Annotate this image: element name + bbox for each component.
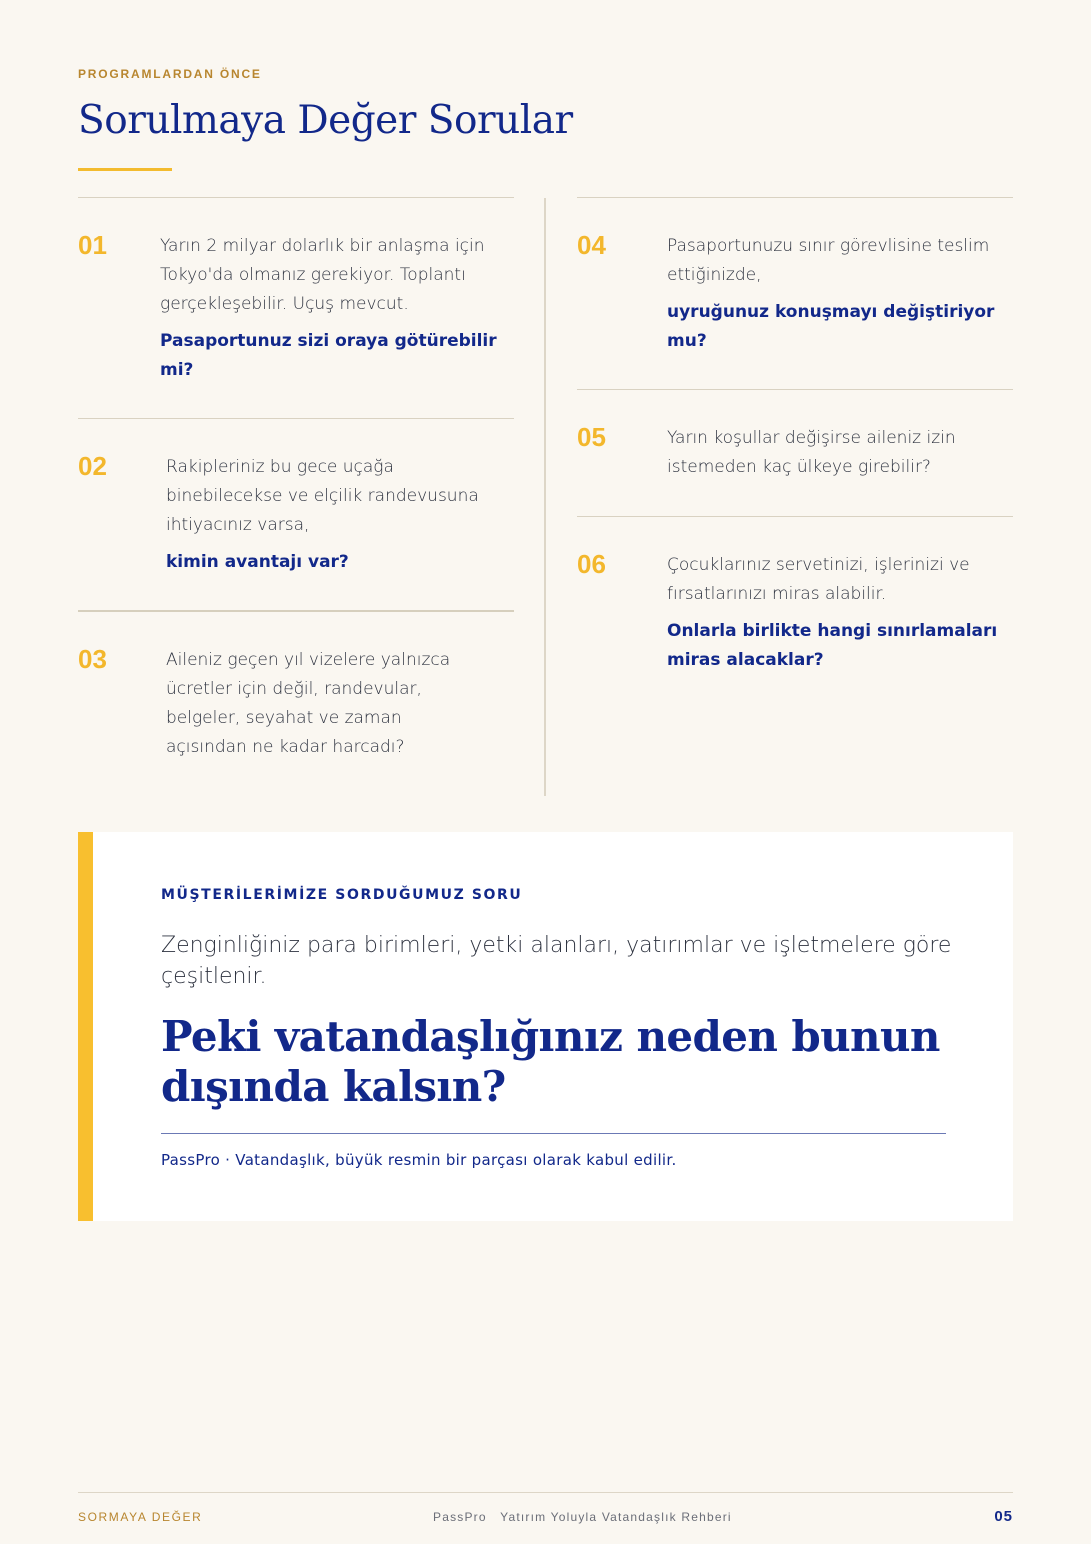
footer-section-label: SORMAYA DEĞER [78,1510,203,1524]
question-item-01 [78,197,514,419]
question-text: Aileniz geçen yıl vizelere yalnızca ücretler için değil, randevular, belgeler, seyahat ve zaman açısından ne kadar harcadı? [166,650,451,757]
question-body [667,551,1007,675]
question-body [166,646,456,762]
column-divider [544,198,546,796]
question-body [667,424,1007,482]
callout-footnote: PassPro · Vatandaşlık, büyük resmin bir parçası olarak kabul edilir. [161,1151,677,1169]
question-body [667,232,1007,356]
question-number: 06 [577,549,606,579]
question-ask: kimin avantajı var? [166,552,349,572]
question-ask: uyruğunuz konuşmayı değiştiriyor mu? [667,302,995,351]
question-body [160,232,520,385]
question-number: 05 [577,422,606,452]
question-number: 02 [78,451,107,481]
callout-eyebrow: MÜŞTERİLERİMİZE SORDUĞUMUZ SORU [161,887,523,903]
callout-accent-bar [78,832,93,1221]
question-body [166,453,514,577]
question-text: Çocuklarınız servetinizi, işlerinizi ve fırsatlarınızı miras alabilir. [667,555,970,604]
question-number: 03 [78,644,107,674]
question-item-02 [78,418,514,611]
page-title: Sorulmaya Değer Sorular [78,98,573,143]
callout-divider [161,1133,946,1134]
section-eyebrow: PROGRAMLARDAN ÖNCE [78,67,262,81]
question-ask: Onlarla birlikte hangi sınırlamaları miras alacaklar? [667,621,998,670]
question-item-04 [577,197,1013,390]
footer-guide-title: PassPro Yatırım Yoluyla Vatandaşlık Rehberi [433,1510,732,1524]
callout-card [78,832,1013,1221]
page-number: 05 [994,1508,1013,1525]
question-text: Yarın koşullar değişirse aileniz izin istemeden kaç ülkeye girebilir? [667,428,956,477]
question-text: Pasaportunuzu sınır görevlisine teslim ettiğinizde, [667,236,990,285]
question-item-06 [577,516,1013,697]
question-item-05 [577,389,1013,517]
title-underline [78,168,172,171]
question-number: 01 [78,230,107,260]
callout-lead: Zenginliğiniz para birimleri, yetki alanları, yatırımlar ve işletmelere göre çeşitlenir. [161,933,952,989]
question-number: 04 [577,230,606,260]
question-item-03 [78,610,514,792]
question-ask: Pasaportunuz sizi oraya götürebilir mi? [160,331,497,380]
question-text: Rakipleriniz bu gece uçağa binebilecekse ve elçilik randevusuna ihtiyacınız varsa, [166,457,479,535]
callout-headline: Peki vatandaşlığınız neden bunun dışında kalsın? [161,1012,940,1111]
question-text: Yarın 2 milyar dolarlık bir anlaşma için Tokyo'da olmanız gerekiyor. Toplantı gerçekleşebilir. Uçuş mevcut. [160,236,485,314]
footer-divider [78,1492,1013,1493]
